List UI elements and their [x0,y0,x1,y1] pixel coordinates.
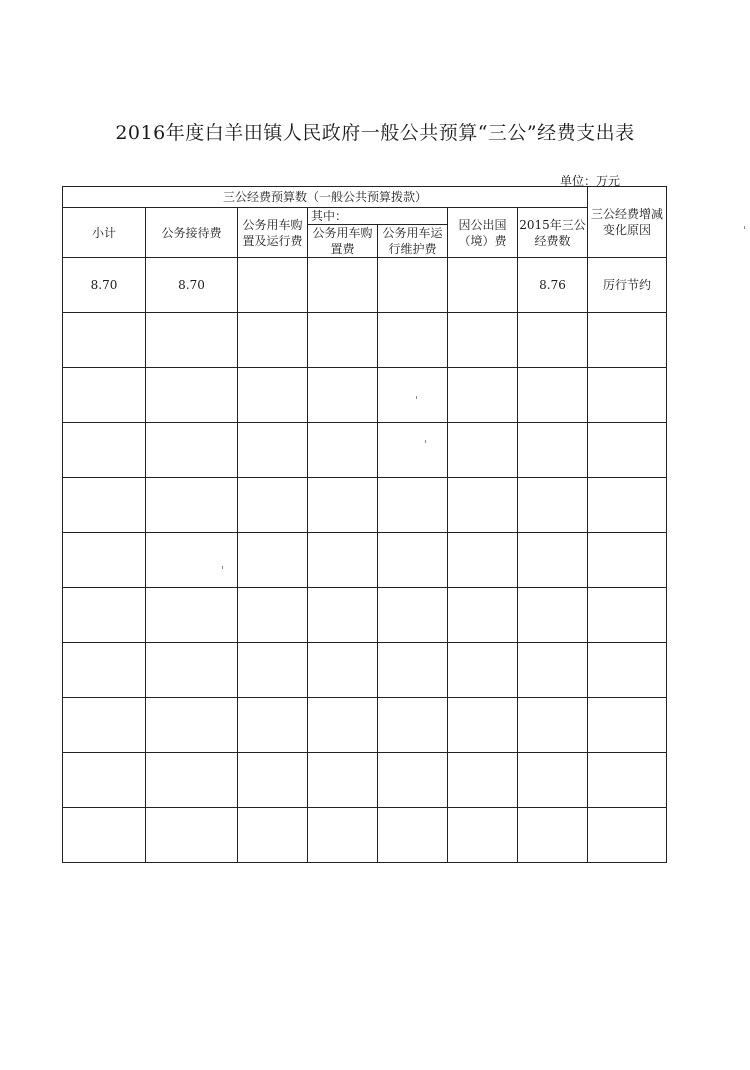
cell-vehicle-purchase [308,313,378,368]
cell-vehicle [238,588,308,643]
cell-vehicle-operation [378,643,448,698]
scan-speck [222,566,223,569]
cell-subtotal [63,313,146,368]
cell-abroad [448,533,518,588]
cell-reception [146,313,238,368]
cell-reason [588,478,667,533]
cell-vehicle-operation [378,698,448,753]
cell-prev-year [518,533,588,588]
cell-abroad [448,588,518,643]
cell-subtotal [63,533,146,588]
header-vehicle: 公务用车购置及运行费 [238,208,308,258]
header-reception: 公务接待费 [146,208,238,258]
cell-subtotal [63,753,146,808]
page-title: 2016年度白羊田镇人民政府一般公共预算“三公”经费支出表 [115,122,635,144]
cell-vehicle [238,258,308,313]
cell-reason [588,368,667,423]
cell-abroad [448,808,518,863]
table-row [63,588,667,643]
cell-subtotal [63,368,146,423]
cell-vehicle [238,313,308,368]
group-header: 三公经费预算数（一般公共预算拨款） [63,187,588,208]
table-row [63,368,667,423]
cell-reception [146,478,238,533]
cell-prev-year [518,698,588,753]
cell-abroad [448,753,518,808]
cell-subtotal [63,478,146,533]
cell-vehicle-operation [378,533,448,588]
cell-reason [588,423,667,478]
cell-vehicle-purchase [308,808,378,863]
cell-vehicle-purchase [308,753,378,808]
cell-vehicle-purchase [308,533,378,588]
cell-abroad [448,423,518,478]
cell-vehicle-operation [378,368,448,423]
cell-abroad [448,643,518,698]
cell-reason [588,643,667,698]
scan-speck [416,396,417,399]
cell-reason [588,698,667,753]
header-subtotal: 小计 [63,208,146,258]
cell-reception [146,423,238,478]
header-prev-year: 2015年三公经费数 [518,208,588,258]
table-row [63,753,667,808]
cell-subtotal [63,588,146,643]
cell-vehicle [238,368,308,423]
cell-abroad [448,698,518,753]
cell-reason [588,753,667,808]
cell-reception [146,753,238,808]
cell-reception [146,808,238,863]
cell-vehicle-purchase [308,423,378,478]
cell-subtotal [63,698,146,753]
cell-reason [588,533,667,588]
table-row [63,698,667,753]
cell-vehicle [238,533,308,588]
cell-vehicle-operation [378,258,448,313]
scan-speck [425,440,426,443]
cell-reception: 8.70 [146,258,238,313]
cell-vehicle [238,423,308,478]
cell-vehicle-purchase [308,588,378,643]
cell-prev-year [518,808,588,863]
header-abroad: 因公出国（境）费 [448,208,518,258]
cell-subtotal [63,643,146,698]
cell-reception [146,588,238,643]
cell-abroad [448,313,518,368]
cell-prev-year [518,478,588,533]
cell-vehicle [238,753,308,808]
cell-prev-year [518,423,588,478]
cell-vehicle-purchase [308,368,378,423]
cell-vehicle-operation [378,478,448,533]
cell-prev-year: 8.76 [518,258,588,313]
cell-reception [146,643,238,698]
cell-vehicle [238,698,308,753]
cell-prev-year [518,753,588,808]
cell-reason [588,588,667,643]
cell-vehicle [238,478,308,533]
table-row [63,478,667,533]
header-of-which: 其中： [308,208,448,225]
cell-vehicle-purchase [308,258,378,313]
cell-vehicle-operation [378,808,448,863]
cell-prev-year [518,368,588,423]
cell-reception [146,368,238,423]
cell-vehicle-operation [378,313,448,368]
cell-reason [588,313,667,368]
cell-vehicle-purchase [308,643,378,698]
unit-label: 单位：万元 [560,174,621,188]
cell-abroad [448,258,518,313]
cell-prev-year [518,313,588,368]
cell-reception [146,533,238,588]
table-row [63,808,667,863]
cell-vehicle [238,643,308,698]
cell-prev-year [518,643,588,698]
cell-abroad [448,368,518,423]
table-row [63,533,667,588]
cell-vehicle-purchase [308,478,378,533]
cell-reason: 厉行节约 [588,258,667,313]
table-row [63,258,667,313]
cell-vehicle-operation [378,753,448,808]
table-row [63,313,667,368]
cell-abroad [448,478,518,533]
cell-reason [588,808,667,863]
cell-vehicle-operation [378,588,448,643]
cell-vehicle-operation [378,423,448,478]
scan-speck [744,226,745,229]
cell-subtotal [63,808,146,863]
cell-reception [146,698,238,753]
header-vehicle-purchase: 公务用车购置费 [308,225,378,258]
cell-prev-year [518,588,588,643]
cell-subtotal: 8.70 [63,258,146,313]
cell-vehicle [238,808,308,863]
header-reason: 三公经费增减变化原因 [588,187,667,258]
expense-table [62,186,667,863]
table-row [63,423,667,478]
table-row [63,643,667,698]
cell-subtotal [63,423,146,478]
header-vehicle-operation: 公务用车运行维护费 [378,225,448,258]
cell-vehicle-purchase [308,698,378,753]
